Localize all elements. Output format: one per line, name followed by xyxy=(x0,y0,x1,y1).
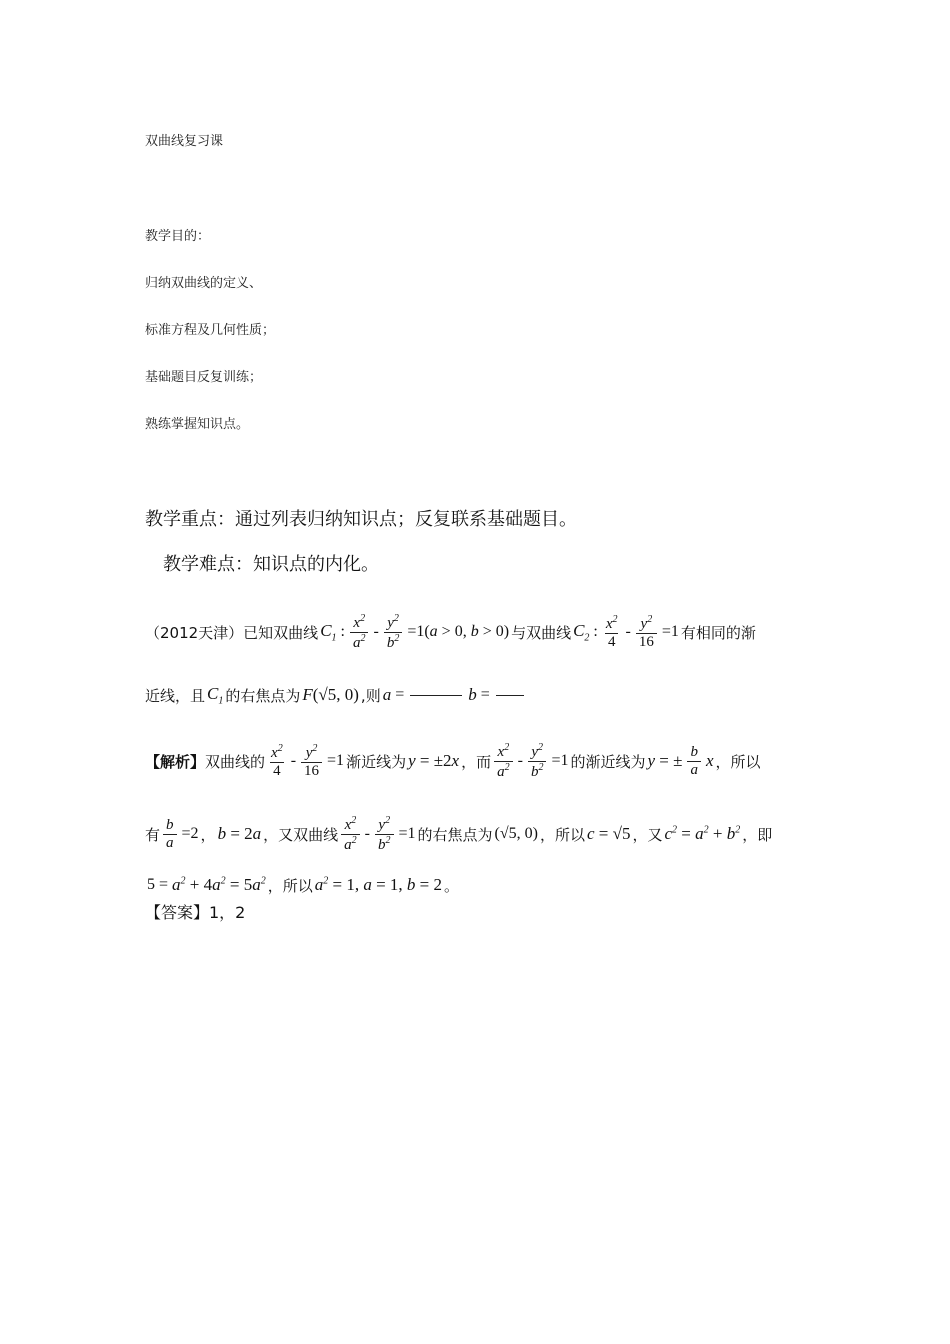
solution-text: 的渐近线为 xyxy=(570,752,646,771)
math-fraction: $\frac{y^2}{16}$ xyxy=(301,743,322,780)
solution-text: 渐近线为 xyxy=(346,752,407,771)
objective-item: 熟练掌握知识点。 xyxy=(145,417,250,432)
solution-text: ，而 xyxy=(461,752,492,771)
solution-text: ， xyxy=(200,825,216,844)
math-fraction: $\frac{x^2}{a^2}$ xyxy=(341,815,360,854)
doc-title: 双曲线复习课 xyxy=(145,134,224,149)
solution-text: 的右焦点为 xyxy=(417,825,493,844)
key-point: 教学重点：通过列表归纳知识点；反复联系基础题目。 xyxy=(145,509,577,530)
math-c1: $C_1$ xyxy=(207,683,224,707)
math-fraction: $\frac{y^2}{16}$ xyxy=(636,614,657,651)
math-minus: - xyxy=(373,623,379,640)
math-fraction: $\frac{x^2}{a^2}$ xyxy=(350,613,369,652)
solution-line-3: 5 = $a^2 + 4a^2 = 5a^2$ ，所以 $a^2 = 1$, a = 1, b = 2 。 xyxy=(147,875,460,895)
problem-mid: 与双曲线 xyxy=(511,623,572,642)
math-colon: : xyxy=(340,623,345,640)
objective-item: 归纳双曲线的定义、 xyxy=(145,276,263,291)
solution-text: 有 xyxy=(145,825,161,844)
solution-text: ，所以 xyxy=(539,825,585,844)
math-condition: =1(a > 0, b > 0) xyxy=(407,623,510,640)
problem-mid2: 的右焦点为 xyxy=(225,686,301,705)
problem-start2: 近线，且 xyxy=(145,686,206,705)
solution-line-1: 【解析】 双曲线的 $\frac{x^2}{4}$ - $\frac{y^2}{16}$ =1 渐近线为 y = ±2x ，而 $\frac{x^2}{a^2}$ - $\frac{y^2}{b^2}$ =1 的渐近线为 y = ± $\frac{b}{a}$ x ，所以 xyxy=(145,741,761,780)
math-fraction: $\frac{b}{a}$ xyxy=(687,744,701,779)
answer-blank xyxy=(410,695,462,696)
math-fraction: $\frac{b}{a}$ xyxy=(163,817,177,852)
math-equals: =1 xyxy=(661,623,679,640)
solution-text: ，即 xyxy=(742,825,773,844)
objective-item: 标准方程及几何性质； xyxy=(145,323,276,338)
math-focus: F(√5, 0) xyxy=(302,685,359,704)
math-asymptote: y = ±2x xyxy=(408,751,460,770)
math-c1: $C_1$ xyxy=(320,620,337,644)
difficulty: 教学难点：知识点的内化。 xyxy=(163,554,379,575)
solution-text: ，又 xyxy=(632,825,663,844)
solution-text: ，所以 xyxy=(715,752,761,771)
math-fraction: $\frac{y^2}{b^2}$ xyxy=(375,815,394,854)
math-a: a xyxy=(382,685,392,704)
math-fraction: $\frac{x^2}{a^2}$ xyxy=(494,742,513,781)
solution-line-2: 有 $\frac{b}{a}$ =2 ， b = 2a ，又双曲线 $\frac{x^2}{a^2}$ - $\frac{y^2}{b^2}$ =1 的右焦点为 (√5, 0) ，所以 c = √5 ，又 $c^2 = a^2 + b^2$ ，即 xyxy=(145,814,773,853)
problem-line-1 xyxy=(145,606,810,658)
solution-text: 双曲线的 xyxy=(205,752,266,771)
solution-text: ，又双曲线 xyxy=(263,825,339,844)
solution-text: 。 xyxy=(444,876,460,895)
objectives-heading: 教学目的： xyxy=(145,229,211,244)
solution-text: ，所以 xyxy=(267,876,313,895)
math-fraction: $\frac{x^2}{4}$ xyxy=(271,742,283,779)
solution-label: 【解析】 xyxy=(145,752,206,771)
math-b: b xyxy=(468,685,477,704)
math-asymptote: y = ± xyxy=(647,751,683,770)
problem-source: （2012天津）已知双曲线 xyxy=(145,623,319,642)
problem-end: 有相同的渐 xyxy=(680,623,756,642)
problem-mid3: ,则 xyxy=(360,686,381,705)
answer: 【答案】1，2 xyxy=(145,902,246,922)
problem-line-2: 近线，且 $C_1$ 的右焦点为 F(√5, 0) ,则 a = b = xyxy=(145,675,810,715)
math-c2: $C_2$ xyxy=(573,620,590,644)
math-fraction: $\frac{x^2}{4}$ xyxy=(605,613,618,650)
math-fraction: $\frac{y^2}{b^2}$ xyxy=(528,742,547,781)
math-fraction: $\frac{y^2}{b^2}$ xyxy=(384,613,403,652)
math-minus: - xyxy=(625,623,631,640)
math-colon: : xyxy=(593,623,598,640)
answer-blank xyxy=(496,695,524,696)
objective-item: 基础题目反复训练； xyxy=(145,370,263,385)
